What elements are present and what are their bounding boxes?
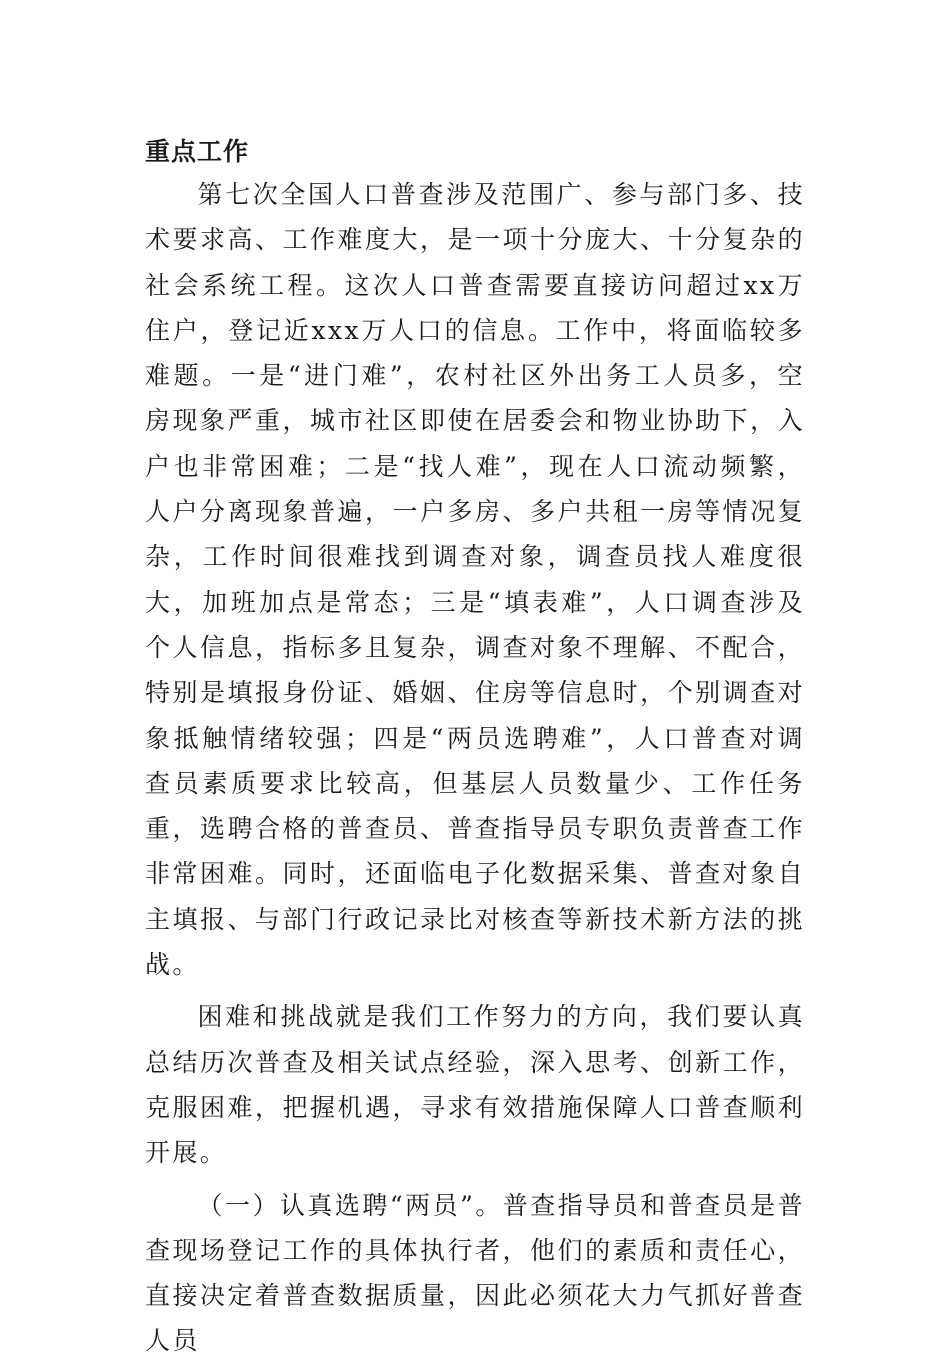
paragraph-select-staff: （一）认真选聘“两员”。普查指导员和普查员是普查现场登记工作的具体执行者，他们的素质和责任心，直接决定着普查数据质量，因此必须花大力气抓好普查人员 <box>145 1190 805 1356</box>
paragraph-difficulties: 第七次全国人口普查涉及范围广、参与部门多、技术要求高、工作难度大，是一项十分庞大、十分复杂的社会系统工程。这次人口普查需要直接访问超过xx万住户，登记近xxx万人口的信息。工作中，将面临较多难题。一是“进门难”，农村社区外出务工人员多，空房现象严重，城市社区即使在居委会和物业协助下，入户也非常困难；二是“找人难”，现在人口流动频繁，人户分离现象普遍，一户多房、多户共租一房等情况复杂，工作时间很难找到调查对象，调查员找人难度很大，加班加点是常态；三是“填表难”，人口调查涉及个人信息，指标多且复杂，调查对象不理解、不配合，特别是填报身份证、婚姻、住房等信息时，个别调查对象抵触情绪较强；四是“两员选聘难”，人口普查对调查员素质要求比较高，但基层人员数量少、工作任务重，选聘合格的普查员、普查指导员专职负责普查工作非常困难。同时，还面临电子化数据采集、普查对象自主填报、与部门行政记录比对核查等新技术新方法的挑战。 <box>145 180 805 980</box>
document-body <box>145 132 805 1364</box>
paragraph-challenges: 困难和挑战就是我们工作努力的方向，我们要认真总结历次普查及相关试点经验，深入思考、创新工作，克服困难，把握机遇，寻求有效措施保障人口普查顺利开展。 <box>145 1002 805 1168</box>
section-heading: 重点工作 <box>145 137 250 166</box>
